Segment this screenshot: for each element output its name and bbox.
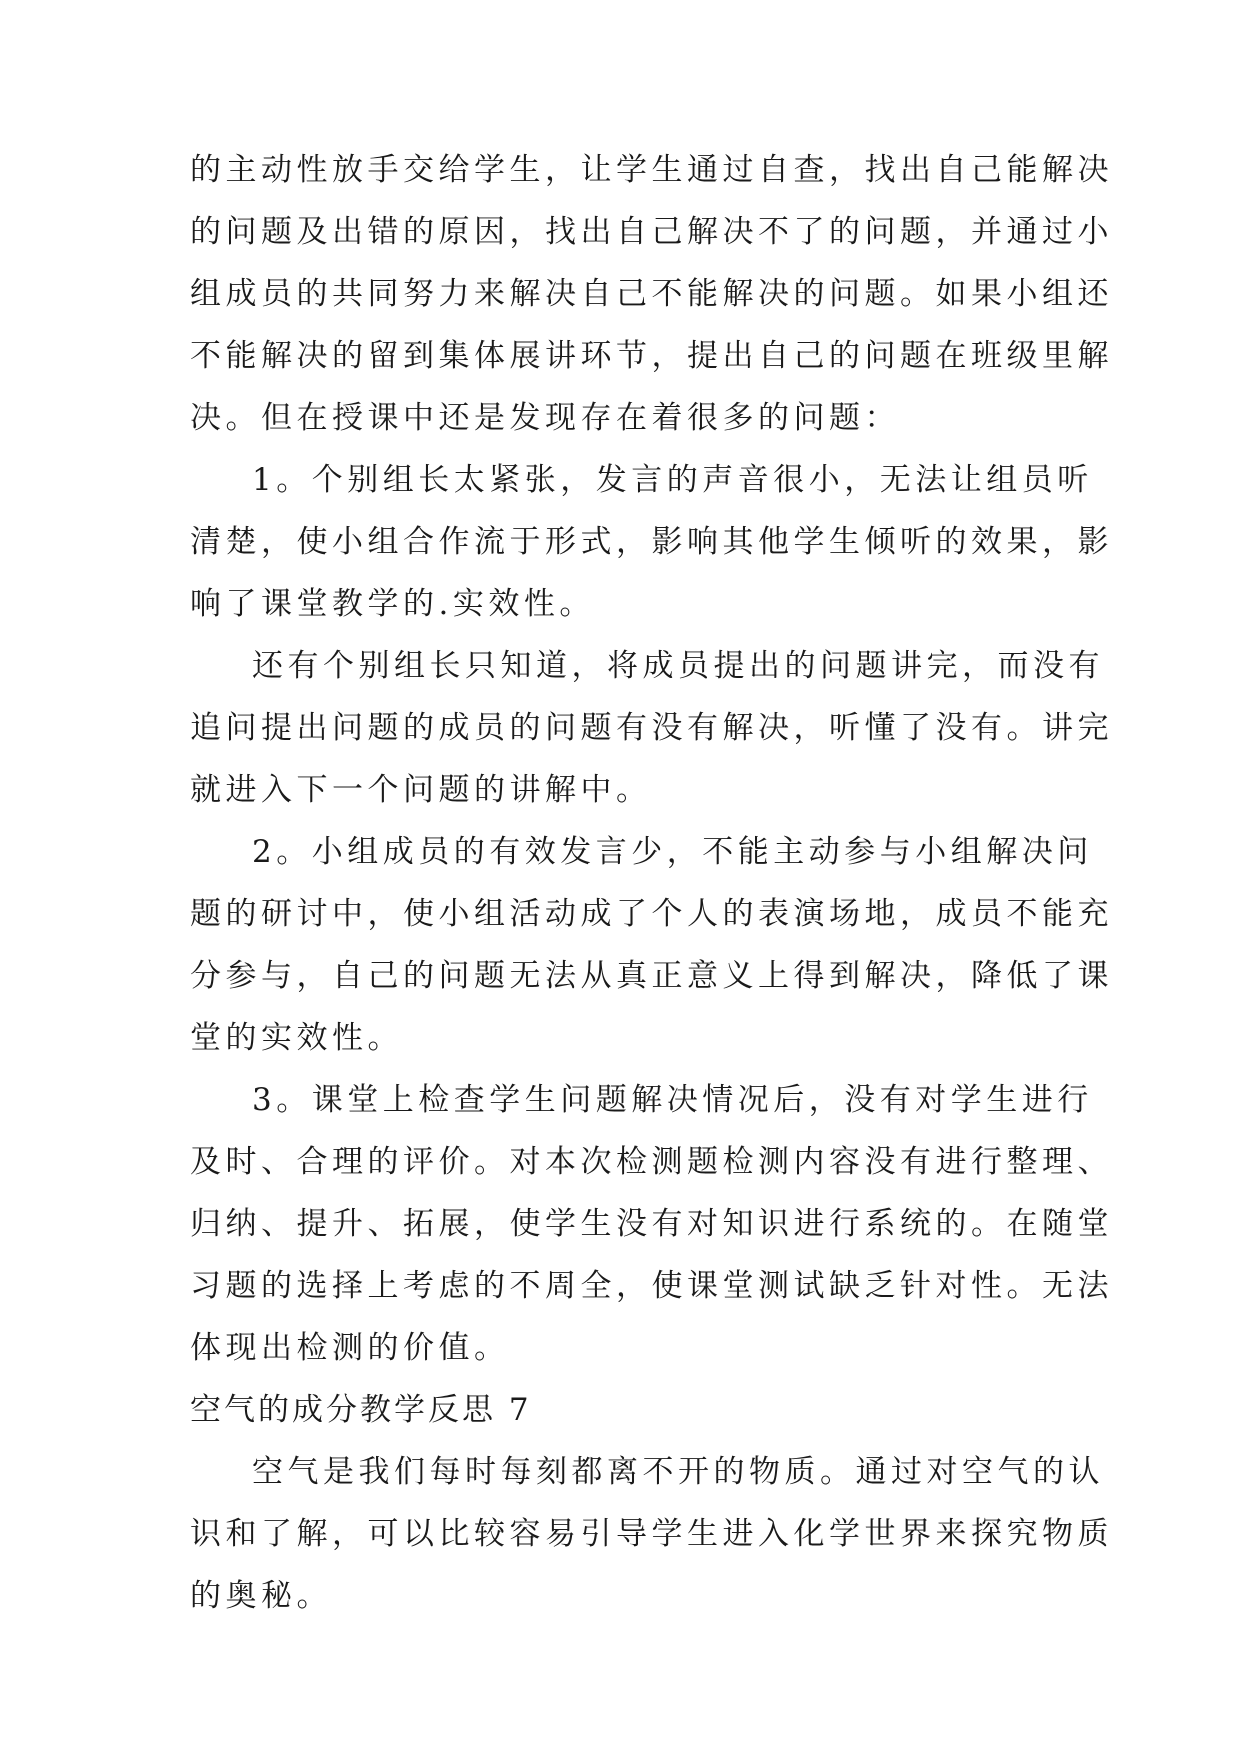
paragraph-line: 3。课堂上检查学生问题解决情况后，没有对学生进行 [252,1082,1093,1118]
paragraph-line: 堂的实效性。 [190,1020,403,1056]
paragraph-line: 不能解决的留到集体展讲环节，提出自己的问题在班级里解 [190,338,1113,374]
paragraph-line: 组成员的共同努力来解决自己不能解决的问题。如果小组还 [190,276,1113,312]
paragraph-line: 清楚，使小组合作流于形式，影响其他学生倾听的效果，影 [190,524,1113,560]
paragraph-line: 空气是我们每时每刻都离不开的物质。通过对空气的认 [252,1454,1104,1490]
paragraph-line: 分参与，自己的问题无法从真正意义上得到解决，降低了课 [190,958,1113,994]
paragraph-line: 的问题及出错的原因，找出自己解决不了的问题，并通过小 [190,214,1113,250]
paragraph-line: 习题的选择上考虑的不周全，使课堂测试缺乏针对性。无法 [190,1268,1113,1304]
paragraph-line: 及时、合理的评价。对本次检测题检测内容没有进行整理、 [190,1144,1113,1180]
paragraph-line: 归纳、提升、拓展，使学生没有对知识进行系统的。在随堂 [190,1206,1113,1242]
paragraph-line: 的主动性放手交给学生，让学生通过自查，找出自己能解决 [190,152,1113,188]
paragraph-line: 的奥秘。 [190,1578,332,1614]
paragraph-line: 响了课堂教学的.实效性。 [190,586,595,622]
paragraph-line: 2。小组成员的有效发言少，不能主动参与小组解决问 [252,834,1093,870]
paragraph-line: 追问提出问题的成员的问题有没有解决，听懂了没有。讲完 [190,710,1113,746]
paragraph-line: 还有个别组长只知道，将成员提出的问题讲完，而没有 [252,648,1104,684]
paragraph-line: 识和了解，可以比较容易引导学生进入化学世界来探究物质 [190,1516,1113,1552]
section-heading: 空气的成分教学反思 7 [190,1392,532,1428]
paragraph-line: 1。个别组长太紧张，发言的声音很小，无法让组员听 [252,462,1093,498]
paragraph-line: 题的研讨中，使小组活动成了个人的表演场地，成员不能充 [190,896,1113,932]
paragraph-line: 决。但在授课中还是发现存在着很多的问题： [190,400,900,436]
paragraph-line: 体现出检测的价值。 [190,1330,510,1366]
paragraph-line: 就进入下一个问题的讲解中。 [190,772,652,808]
